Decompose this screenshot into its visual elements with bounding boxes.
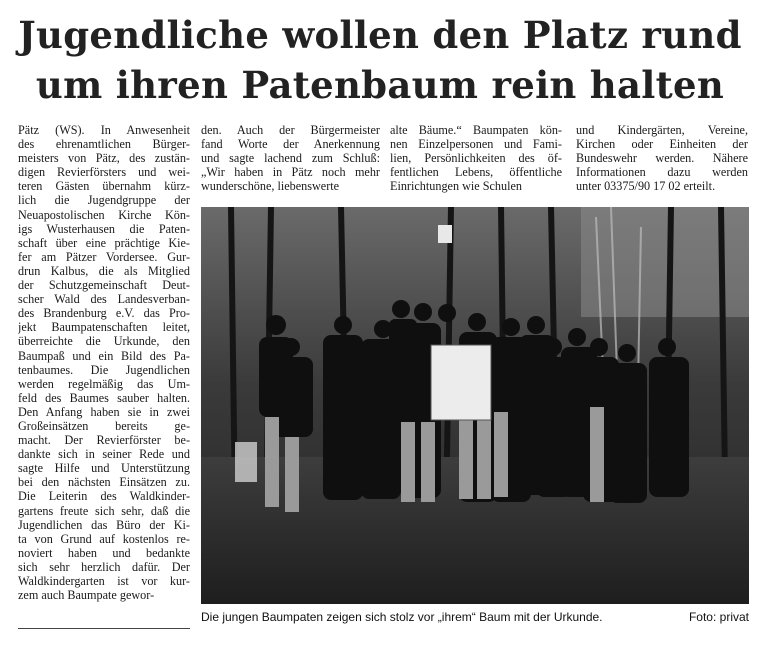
article-line: des ehrenamtlichen Bürger- [18,137,190,152]
article-column-1 [18,123,190,602]
article-line: Bundeswehr werden. Nähere [576,151,748,166]
photo-credit: Foto: privat [688,610,749,624]
article-line: igs Wusterhausen die Paten- [18,221,190,236]
article-line: und Kindergärten, Vereine, [576,123,748,137]
article-line: sagte Hilfe und Unterstützung [18,461,190,476]
article-line: drun Kalbus, die als Mitglied [18,263,190,278]
article-column-4 [576,123,748,193]
article-line: noviert haben und bedankte [18,545,190,560]
article-line: macht. Der Revierförster be- [18,433,190,448]
group-photo [201,207,749,604]
headline-line-1: Jugendliche wollen den Platz rund [18,13,742,57]
article-line: Informationen dazu werden [576,165,748,180]
article-column-2 [201,123,380,193]
photo-caption-row [201,610,749,624]
article-line: dankte sich in seiner Rede und [18,447,190,462]
article-line: fer am Pätzer Vordersee. Gur- [18,249,190,264]
article-column-3 [390,123,562,193]
article-line: feld des Baumes sauber halten. [18,390,190,405]
article-line: jekt Baumpatenschaften leitet, [18,320,190,335]
article-line: gartens freute sich sehr, daß die [18,503,190,518]
article-line: Kirchen oder Einheiten der [576,137,748,152]
article-line: unter 03375/90 17 02 erteilt. [576,179,716,194]
article-line: zem auch Baumpate gewor- [18,588,155,603]
article-line: Neuapostolischen Kirche Kön- [18,207,190,222]
article-line: bei den nächsten Einsätzen zu. [18,475,190,490]
article-line: Den Anfang haben sie in zwei [18,404,190,419]
photo-caption: Die jungen Baumpaten zeigen sich stolz vor „ihrem“ Baum mit der Urkunde. [201,610,603,624]
article-line: Die Leiterin des Waldkinder- [18,489,190,504]
article-line: wunderschöne, liebenswerte [201,179,340,194]
article-line: ta von Grund auf kostenlos re- [18,531,190,546]
article-line: Großeinsätzen bereits ge- [18,418,190,433]
article-line: lien, Persönlichkeiten des öf- [390,151,562,166]
article-line: teren Gästen übernahm kürz- [18,179,190,194]
article-line: digen Revierförsters und wei- [18,165,190,180]
article-line: Waldkindergarten ist vor kur- [18,574,190,588]
article-line: sich sehr herzlich dafür. Der [18,559,190,574]
article-line: Einrichtungen wie Schulen [390,179,522,194]
article-line: fand Worte der Anerkennung [201,137,380,152]
article-line: des Brandenburg e.V. das Pro- [18,306,190,321]
article-line: überreichte die Urkunde, den [18,334,190,349]
article-line: schaft über eine prächtige Kie- [18,235,190,250]
article-line: Jugendlichen das Büro der Ki- [18,517,190,532]
article-line: der Schutzgemeinschaft Deut- [18,278,190,293]
article-line: fentlichen Lebens, öffentliche [390,165,562,180]
article-line: lich die Jugendgruppe der [18,193,190,208]
article-line: alte Bäume.“ Baumpaten kön- [390,123,562,137]
article-line: Baumpaß und ein Bild des Pa- [18,348,190,363]
column-end-rule [18,628,190,629]
article-line: Pätz (WS). In Anwesenheit [18,123,190,137]
article-line: nen Einzelpersonen und Fami- [390,137,562,152]
headline [0,10,760,110]
headline-line-2: um ihren Patenbaum rein halten [35,63,725,107]
article-line: tenbaumes. Die Jugendlichen [18,362,190,377]
article-line: scher Wald des Landesverban- [18,292,190,307]
article-line: meisters von Pätz, des zustän- [18,151,190,166]
article-line: „Wir haben in Pätz noch mehr [201,165,380,180]
group-photo-image [201,207,749,604]
article-line: werden regelmäßig das Um- [18,376,190,391]
article-line: den. Auch der Bürgermeister [201,123,380,137]
article-line: und sagte lachend zum Schluß: [201,151,380,166]
